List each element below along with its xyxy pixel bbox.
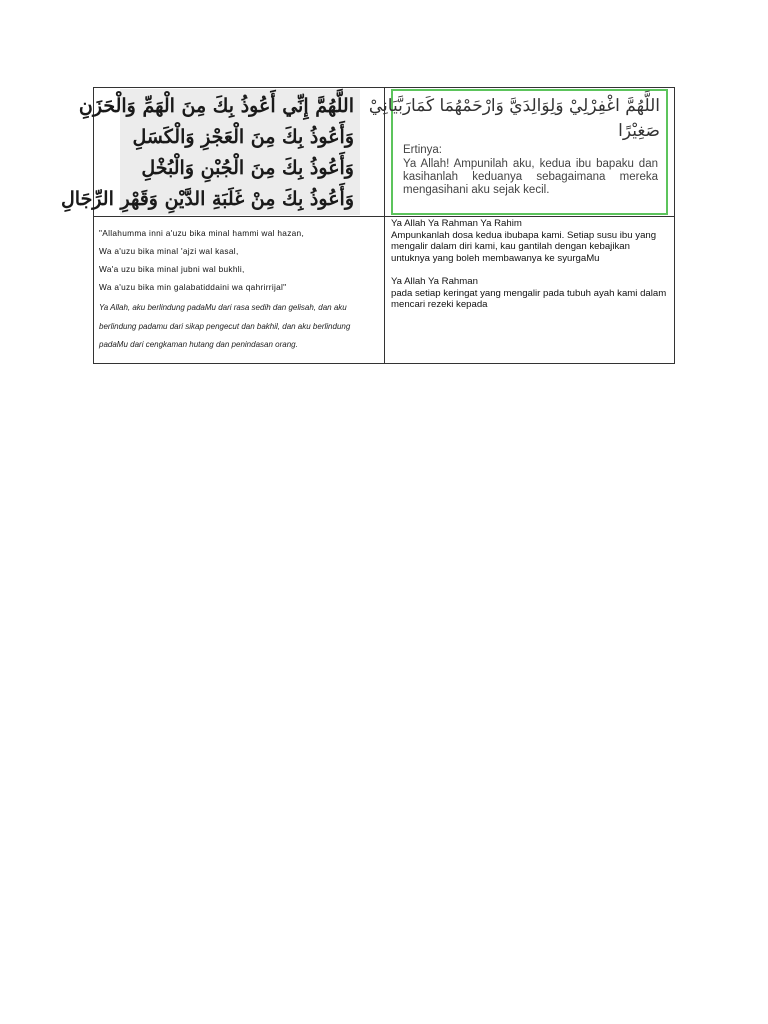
arabic-line: وَأَعُوذُ بِكَ مِنَ الْعَجْزِ وَالْكَسَلِ: [132, 126, 354, 148]
transliteration-line: "Allahumma inni a'uzu bika minal hammi wal hazan,: [99, 228, 305, 238]
parents-doa-image: [368, 89, 668, 215]
ertinya-text: Ya Allah! Ampunilah aku, kedua ibu bapaku dan kasihanlah keduanya sebagaimana mereka mengasihani aku sejak kecil.: [403, 158, 658, 196]
text-paragraph: pada setiap keringat yang mengalir pada tubuh ayah kami dalam mencari rezeki kepada: [391, 287, 667, 310]
meaning-text: Ya Allah, aku berlindung padaMu dari rasa sedih dan gelisah, dan aku berlindung padamu dari sikap pengecut dan bakhil, dan aku berlindung padaMu dari cengkaman hutang dan penindasan orang.: [99, 303, 351, 349]
transliteration-block: [99, 224, 379, 296]
transliteration-line: Wa'a uzu bika minal jubni wal bukhli,: [99, 264, 245, 274]
row-divider: [94, 216, 674, 217]
doa-table: [60, 87, 675, 364]
text-paragraph: Ampunkanlah dosa kedua ibubapa kami. Setiap susu ibu yang mengalir dalam diri kami, kau gantilah dengan kebajikan untuknya yang boleh membawanya ke syurgaMu: [391, 229, 657, 264]
ertinya-label: Ertinya:: [403, 144, 442, 156]
arabic-doa-image: [60, 89, 360, 215]
arabic-line: وَأَعُوذُ بِكَ مِنَ الْجُبْنِ وَالْبُخْلِ: [141, 157, 354, 179]
arabic-line: وَأَعُوذُ بِكَ مِنْ غَلَبَةِ الدَّيْنِ وَقَهْرِ الرِّجَالِ: [60, 188, 354, 210]
text-heading: Ya Allah Ya Rahman: [391, 276, 478, 287]
arabic-line: اللَّهُمَّ إِنِّي أَعُوذُ بِكَ مِنَ الْهَمِّ وَالْحَزَنِ: [78, 95, 354, 117]
right-text-block: [391, 218, 671, 311]
column-divider: [384, 88, 385, 363]
arabic-line: صَغِيْرًا: [618, 121, 660, 141]
arabic-line: اللَّهُمَّ اغْفِرْلِيْ وَلِوَالِدَيَّ وَارْحَمْهُمَا كَمَارَبَّيَانِيْ: [368, 96, 660, 116]
transliteration-line: Wa a'uzu bika min galabatiddaini wa qahrirrijal": [99, 282, 287, 292]
text-heading: Ya Allah Ya Rahman Ya Rahim: [391, 218, 522, 229]
transliteration-line: Wa a'uzu bika minal 'ajzi wal kasal,: [99, 246, 239, 256]
